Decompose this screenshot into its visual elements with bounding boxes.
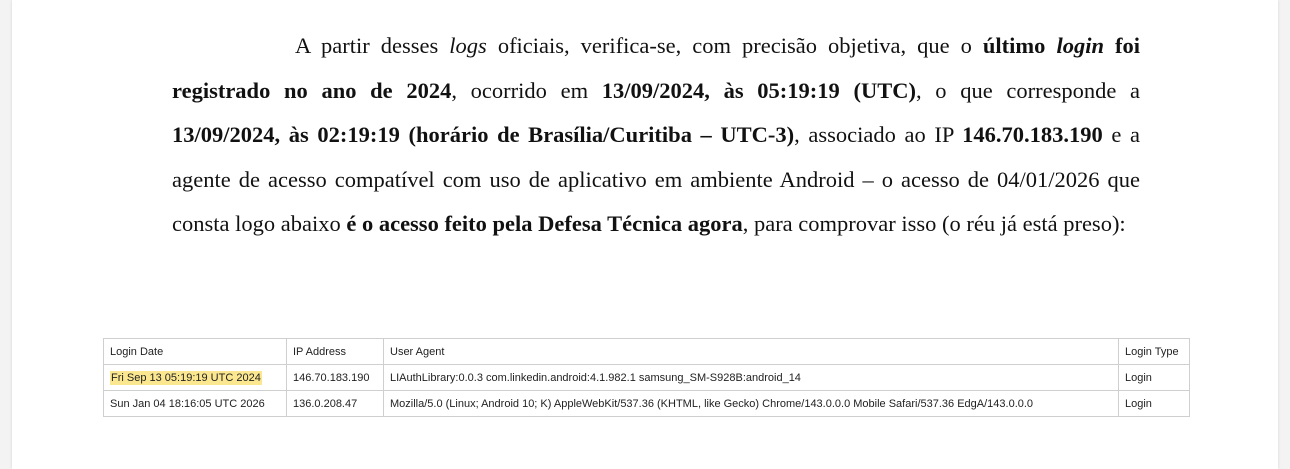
column-header-user-agent: User Agent [384,339,1119,365]
cell-ip-address: 146.70.183.190 [287,365,384,391]
login-history-table [103,338,1190,417]
cell-login-date [104,365,287,391]
text-segment-bold: 13/09/2024, às 05:19:19 (UTC) [601,77,916,103]
cell-user-agent: LIAuthLibrary:0.0.3 com.linkedin.android:4.1.982.1 samsung_SM-S928B:android_14 [384,365,1119,391]
text-segment: , para comprovar isso (o réu já está preso): [742,211,1126,236]
highlighted-text: Fri Sep 13 05:19:19 UTC 2024 [111,371,261,384]
cell-user-agent: Mozilla/5.0 (Linux; Android 10; K) AppleWebKit/537.36 (KHTML, like Gecko) Chrome/143.0.0.0 Mobile Safari/537.36 EdgA/143.0.0.0 [384,391,1119,417]
document-page [12,0,1278,469]
text-segment-bold: último [982,33,1057,58]
text-segment-bold: foi registrado no ano de 2024 [172,33,1140,103]
text-segment: , associado ao IP [794,122,963,147]
body-paragraph [172,24,1140,247]
text-segment-bold: 13/09/2024, às 02:19:19 (horário de Brasília/Curitiba – UTC-3) [172,122,795,147]
column-header-login-type: Login Type [1119,339,1190,365]
text-segment: A partir desses [295,33,450,58]
table-row [104,365,1190,391]
cell-login-date: Sun Jan 04 18:16:05 UTC 2026 [104,391,287,417]
cell-ip-address: 136.0.208.47 [287,391,384,417]
cell-login-type: Login [1119,365,1190,391]
text-segment-bold-italic: login [1056,33,1104,58]
text-segment-bold: 146.70.183.190 [962,122,1103,147]
cell-login-type: Login [1119,391,1190,417]
text-segment: oficiais, verifica-se, com precisão objetiva, que o [486,33,983,58]
column-header-ip-address: IP Address [287,339,384,365]
text-segment: , ocorrido em [451,77,602,103]
text-segment-bold: é o acesso feito pela Defesa Técnica agora [346,211,743,236]
table-header-row [104,339,1190,365]
column-header-login-date: Login Date [104,339,287,365]
text-segment-italic: logs [449,33,487,58]
text-segment: , o que corresponde a [915,77,1141,103]
text-segment: e a agente de acesso compatível com uso de aplicativo em ambiente Android – o acesso de 04/01/2026 que consta logo abaixo [172,122,1140,236]
table-row [104,391,1190,417]
